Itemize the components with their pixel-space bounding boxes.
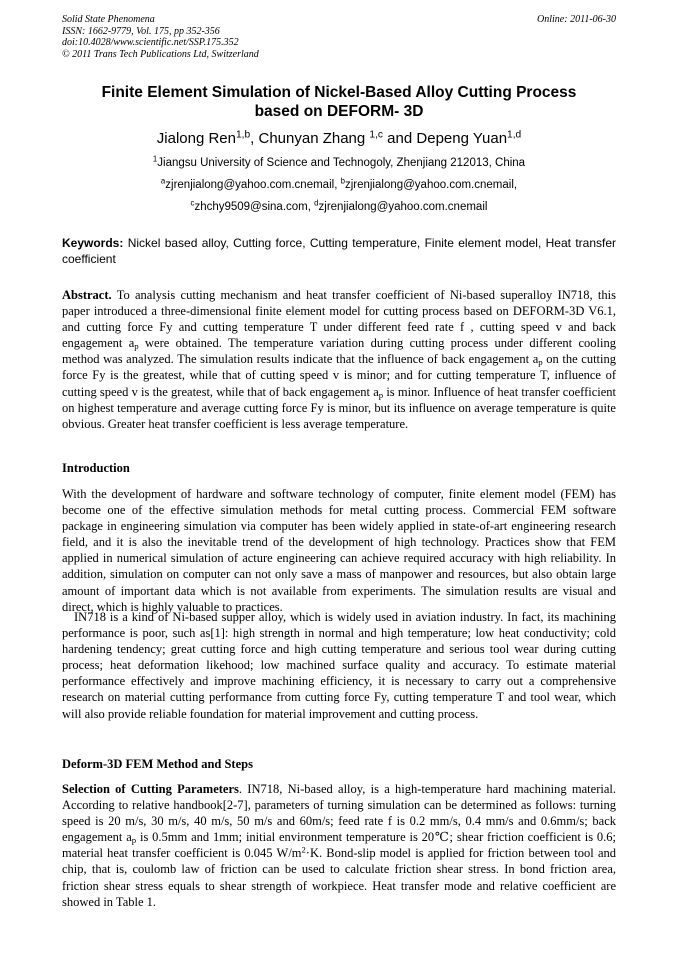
issn-line: ISSN: 1662-9779, Vol. 175, pp 352-356 bbox=[62, 25, 220, 37]
author-separator: and bbox=[383, 130, 417, 147]
paper-title bbox=[62, 83, 616, 121]
email-line-1 bbox=[62, 176, 616, 191]
title-line-1: Finite Element Simulation of Nickel-Based Alloy Cutting Process bbox=[101, 84, 577, 101]
author-separator: , bbox=[250, 130, 259, 147]
journal-header bbox=[62, 14, 259, 60]
keywords-label: Keywords: bbox=[62, 236, 124, 250]
section-heading-introduction: Introduction bbox=[62, 461, 130, 475]
method-paragraph bbox=[62, 781, 616, 910]
introduction-paragraph-2: IN718 is a kind of Ni-based supper alloy, which is widely used in aviation industry. In fact, its machining performance is poor, such as[1]: high strength in normal and high temperature; low heat conductivity; cold hardening tendency; great cutting force and high cutting temperature and serious tool wear during cutting process; heat deformation likehood; low machined surface quality and accuracy. To estimate material performance effectively and improve machining efficiency, it is necessary to carry out a comprehensive research on material cutting performance from cutting force Fy, cutting temperature T and tool wear, which will also provide reliable foundation for material improvement and cutting process. bbox=[62, 610, 616, 721]
subsection-lead: Selection of Cutting Parameters bbox=[62, 782, 239, 796]
abstract-label: Abstract. bbox=[62, 288, 112, 302]
affiliation-text: Jiangsu University of Science and Technogoly, Zhenjiang 212013, China bbox=[157, 157, 526, 169]
author-name: Chunyan Zhang bbox=[258, 130, 366, 147]
email-address[interactable]: zjrenjialong@yahoo.com.cnemail bbox=[318, 201, 488, 213]
doi-line: doi:10.4028/www.scientific.net/SSP.175.352 bbox=[62, 37, 239, 48]
abstract bbox=[62, 287, 616, 432]
online-date: Online: 2011-06-30 bbox=[537, 14, 616, 25]
abstract-text: on the cutting force Fy is the greatest, while that of cutting speed v is minor; and for cutting temperature T, influence of cutting speed v is the greatest, while that of back engagement a bbox=[62, 352, 616, 399]
email-superscript: d bbox=[314, 198, 319, 208]
author-name: Jialong Ren bbox=[156, 130, 236, 147]
email-address[interactable]: zjrenjialong@yahoo.com.cnemail, bbox=[165, 179, 341, 191]
method-text: is 0.5mm and 1mm; initial environment temperature is 20℃; shear friction coefficient is 0.6; material heat transfer coefficient is 0.045 W/m bbox=[62, 830, 617, 861]
affiliation bbox=[62, 154, 616, 169]
method-text: ·K. Bond-slip model is applied for friction between tool and chip, that is, coulomb law of friction can be used to calculate friction shear stress. In bond friction area, friction shear stress equals to shear strength of workpiece. Heat transfer mode and relative coefficient are showed in Table 1. bbox=[62, 846, 616, 909]
title-line-2: based on DEFORM- 3D bbox=[254, 103, 424, 120]
author-superscript: 1,c bbox=[369, 129, 384, 141]
subscript: p bbox=[131, 835, 137, 846]
abstract-text: To analysis cutting mechanism and heat transfer coefficient of Ni-based superalloy IN718, this paper introduced a three-dimensional finite element model for cutting process based on DEFORM-3D V6.1, and cutting force Fy and cutting temperature T under different feed rate f , cutting speed v and back engagement a bbox=[62, 288, 616, 351]
subscript: p bbox=[378, 389, 384, 400]
abstract-text: were obtained. The temperature variation during cutting process under different cooling method was analyzed. The simulation results indicate that the influence of back engagement a bbox=[62, 336, 616, 367]
author-name: Depeng Yuan bbox=[416, 130, 508, 147]
email-superscript: a bbox=[160, 176, 166, 186]
section-heading-method: Deform-3D FEM Method and Steps bbox=[62, 757, 253, 771]
author-list bbox=[62, 130, 616, 147]
journal-name: Solid State Phenomena bbox=[62, 14, 155, 25]
abstract-text: is minor. Influence of heat transfer coefficient on highest temperature and average cutting force Fy is minor, but its influence on average temperature is quite obvious. Greater heat transfer coefficient is less average temperature. bbox=[62, 384, 616, 431]
subscript: p bbox=[134, 341, 139, 352]
subscript: p bbox=[538, 357, 543, 368]
superscript: 2 bbox=[301, 844, 306, 855]
email-line-2 bbox=[62, 198, 616, 213]
author-superscript: 1,b bbox=[235, 129, 251, 141]
keywords bbox=[62, 235, 616, 267]
method-text: . IN718, Ni-based alloy, is a high-temperature hard machining material. According to relative handbook[2-7], parameters of turning simulation can be determined as follows: turning speed is 20 m/s, 30 m/s, 40 m/s, 50 m/s and 60m/s; feed rate f is 0.2 mm/s, 0.4 mm/s and 0.6mm/s; back engagement a bbox=[62, 782, 616, 845]
affiliation-superscript: 1 bbox=[152, 154, 158, 164]
email-superscript: b bbox=[340, 176, 345, 186]
author-superscript: 1,d bbox=[507, 129, 522, 141]
email-address[interactable]: zjrenjialong@yahoo.com.cnemail, bbox=[344, 179, 518, 191]
keywords-text: Nickel based alloy, Cutting force, Cutting temperature, Finite element model, Heat transfer coefficient bbox=[62, 236, 616, 266]
email-superscript: c bbox=[190, 198, 195, 208]
email-address[interactable]: zhchy9509@sina.com, bbox=[194, 201, 315, 213]
copyright-line: © 2011 Trans Tech Publications Ltd, Switzerland bbox=[62, 48, 259, 60]
introduction-paragraph-1: With the development of hardware and software technology of computer, finite element model (FEM) has become one of the effective simulation methods for metal cutting process. Commercial FEM software package in engineering simulation via computer has been widely applied in state-of-art engineering research field, and it is also the inevitable trend of the development of high technology. Practices show that FEM applied in numerical simulation of acture engineering can achieve required accuracy with high reliability. In addition, simulation on computer can not only save a mass of manpower and resources, but also obtain large amount of important data which is not available from experiments. The simulation results are visual and direct, which is highly valuable to practices. bbox=[62, 487, 616, 614]
